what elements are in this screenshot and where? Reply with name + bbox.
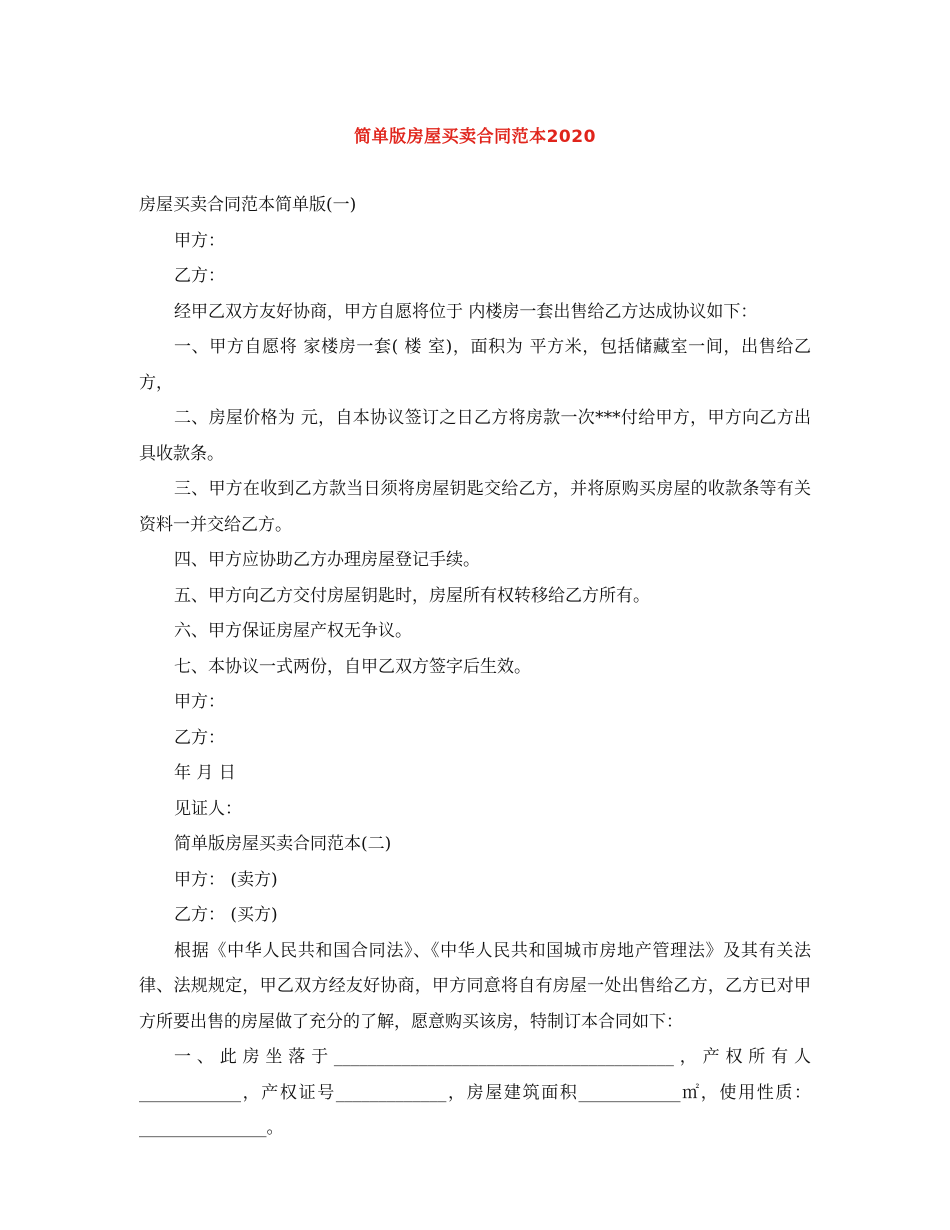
paragraph: 五、甲方向乙方交付房屋钥匙时，房屋所有权转移给乙方所有。 (174, 585, 650, 606)
paragraph: 甲方： (卖方) (174, 869, 278, 890)
paragraph: 经甲乙双方友好协商，甲方自愿将位于 内楼房一套出售给乙方达成协议如下： (174, 301, 758, 322)
paragraph: 房屋买卖合同范本简单版(一) (139, 195, 357, 215)
paragraph: 七、本协议一式两份，自甲乙双方签字后生效。 (174, 656, 531, 677)
paragraph: 乙方： (买方) (174, 905, 278, 925)
paragraph: 一、甲方自愿将 家楼房一套( 楼 室)，面积为 平方米，包括储藏室一间，出售给乙方， (139, 337, 811, 393)
document-title: 简单版房屋买卖合同范本2020 (354, 127, 596, 147)
paragraph: 四、甲方应协助乙方办理房屋登记手续。 (174, 550, 480, 570)
paragraph: 乙方： (174, 727, 225, 748)
paragraph: 根据《中华人民共和国合同法》、《中华人民共和国城市房地产管理法》及其有关法律、法规规定，甲乙双方经友好协商，甲方同意将自有房屋一处出售给乙方，乙方已对甲方所要出售的房屋做了充分的了解，愿意购买该房，特制订本合同如下： (139, 940, 811, 1032)
document-body (139, 188, 811, 1147)
paragraph: 一、此房坐落于________________________________________，产权所有人____________，产权证号_____________，房屋建筑面积____________㎡，使用性质：_______________。 (139, 1047, 811, 1138)
paragraph: 二、房屋价格为 元，自本协议签订之日乙方将房款一次***付给甲方，甲方向乙方出具收款条。 (139, 408, 811, 464)
paragraph: 三、甲方在收到乙方款当日须将房屋钥匙交给乙方，并将原购买房屋的收款条等有关资料一并交给乙方。 (139, 479, 811, 535)
paragraph: 乙方： (174, 266, 225, 286)
paragraph: 见证人： (174, 798, 242, 819)
paragraph: 六、甲方保证房屋产权无争议。 (174, 621, 412, 641)
paragraph: 甲方： (174, 692, 225, 712)
paragraph: 甲方： (174, 230, 225, 251)
paragraph: 年 月 日 (174, 763, 236, 783)
paragraph: 简单版房屋买卖合同范本(二) (174, 834, 392, 854)
